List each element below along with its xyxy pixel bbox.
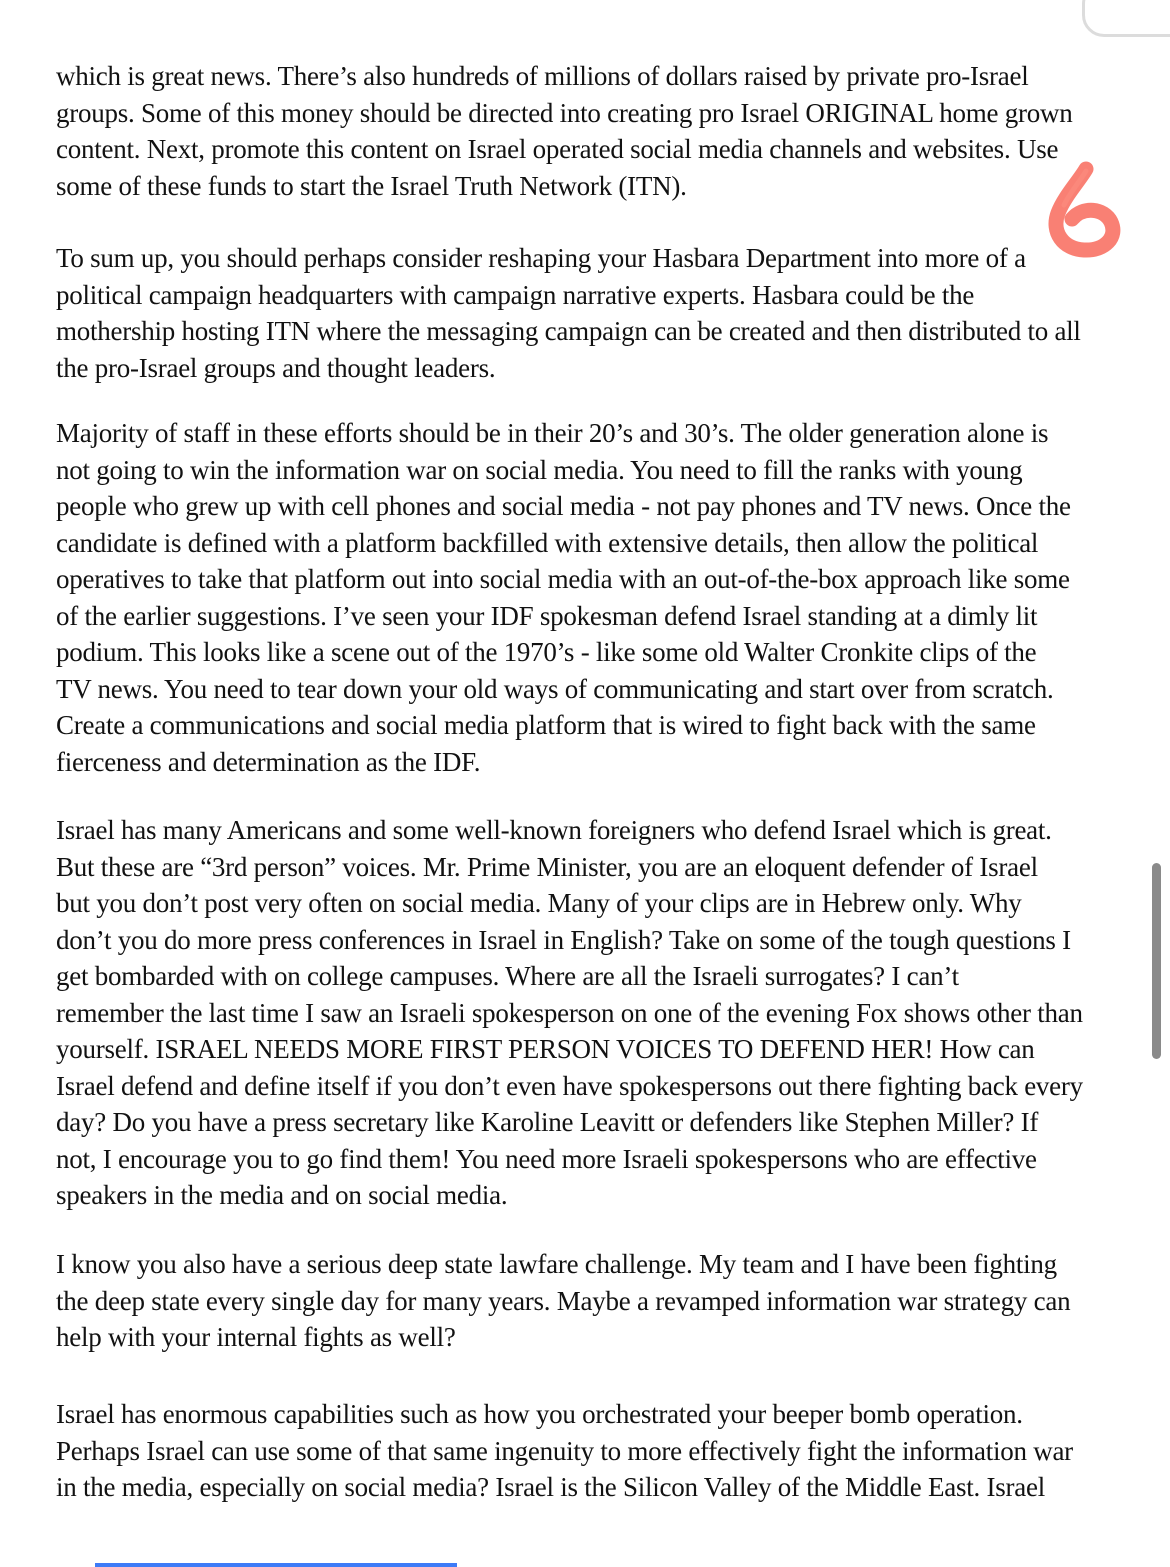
corner-overlay-button[interactable] (1082, 0, 1170, 37)
text-line: Israel has many Americans and some well-known foreigners who defend Israel which is great. (56, 815, 1052, 845)
text-line: don’t you do more press conferences in Israel in English? Take on some of the tough questions I (56, 924, 1071, 955)
paragraph (56, 1396, 1136, 1506)
text-line: I know you also have a serious deep state lawfare challenge. My team and I have been fighting (56, 1249, 1057, 1279)
text-line: fierceness and determination as the IDF. (56, 746, 481, 777)
text-line: the pro-Israel groups and thought leaders. (56, 352, 496, 383)
text-line: TV news. You need to tear down your old ways of communicating and start over from scratch. (56, 673, 1054, 704)
text-line: political campaign headquarters with campaign narrative experts. Hasbara could be the (56, 279, 975, 310)
text-line: mothership hosting ITN where the messaging campaign can be created and then distributed to all (56, 316, 1081, 346)
text-line: not going to win the information war on social media. You need to fill the ranks with young (56, 454, 1023, 485)
text-line: in the media, especially on social media? Israel is the Silicon Valley of the Middle East. Israel (56, 1472, 1045, 1502)
text-line: get bombarded with on college campuses. Where are all the Israeli surrogates? I can’t (56, 961, 959, 991)
text-line: But these are “3rd person” voices. Mr. Prime Minister, you are an eloquent defender of Israel (56, 851, 1038, 882)
text-line: Create a communications and social media platform that is wired to fight back with the same (56, 710, 1036, 740)
text-line: not, I encourage you to go find them! You need more Israeli spokespersons who are effective (56, 1143, 1037, 1174)
text-line: day? Do you have a press secretary like Karoline Leavitt or defenders like Stephen Miller? If (56, 1107, 1039, 1137)
handwritten-page-number-annotation (1042, 160, 1132, 262)
scrollbar-thumb[interactable] (1152, 863, 1161, 1059)
text-line: operatives to take that platform out into social media with an out-of-the-box approach like some (56, 564, 1070, 594)
text-line: groups. Some of this money should be directed into creating pro Israel ORIGINAL home grown (56, 97, 1073, 128)
text-line: To sum up, you should perhaps consider reshaping your Hasbara Department into more of a (56, 243, 1026, 273)
text-line: Majority of staff in these efforts should be in their 20’s and 30’s. The older generation alone is (56, 418, 1049, 448)
text-line: which is great news. There’s also hundreds of millions of dollars raised by private pro-Israel (56, 61, 1029, 91)
text-line: yourself. ISRAEL NEEDS MORE FIRST PERSON VOICES TO DEFEND HER! How can (56, 1034, 1035, 1064)
text-line: remember the last time I saw an Israeli spokesperson on one of the evening Fox shows other than (56, 997, 1083, 1028)
paragraph (56, 415, 1136, 780)
paragraph (56, 58, 1136, 204)
text-line: people who grew up with cell phones and social media - not pay phones and TV news. Once the (56, 491, 1071, 521)
text-line: some of these funds to start the Israel Truth Network (ITN). (56, 170, 687, 201)
paragraph (56, 812, 1136, 1214)
text-line: candidate is defined with a platform backfilled with extensive details, then allow the political (56, 527, 1039, 558)
text-line: Perhaps Israel can use some of that same ingenuity to more effectively fight the information war (56, 1435, 1073, 1466)
text-line: content. Next, promote this content on Israel operated social media channels and websites. Use (56, 134, 1059, 164)
text-line: Israel has enormous capabilities such as how you orchestrated your beeper bomb operation. (56, 1399, 1023, 1429)
hyperlink-cutoff-bar[interactable] (95, 1563, 457, 1567)
text-line: speakers in the media and on social media. (56, 1180, 508, 1210)
text-line: but you don’t post very often on social media. Many of your clips are in Hebrew only. Why (56, 888, 1022, 918)
text-line: of the earlier suggestions. I’ve seen your IDF spokesman defend Israel standing at a dimly lit (56, 600, 1038, 631)
text-line: podium. This looks like a scene out of the 1970’s - like some old Walter Cronkite clips of the (56, 637, 1037, 667)
paragraph (56, 1246, 1136, 1356)
paragraph (56, 240, 1136, 386)
text-line: Israel defend and define itself if you don’t even have spokespersons out there fighting back every (56, 1070, 1083, 1101)
text-line: help with your internal fights as well? (56, 1322, 456, 1352)
text-line: the deep state every single day for many years. Maybe a revamped information war strategy can (56, 1285, 1071, 1316)
